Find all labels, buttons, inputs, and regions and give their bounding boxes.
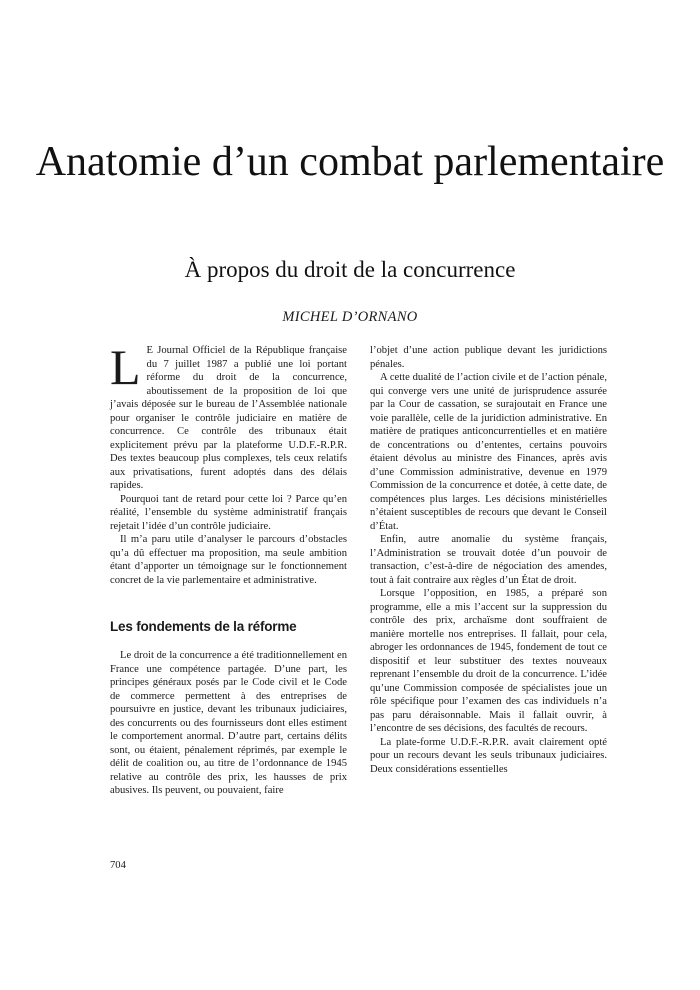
body-paragraph: Le droit de la concurrence a été traditionnellement en France une compétence partagée. D’une part, les principes généraux posés par le Code civil et le Code de commerce permettent à des entreprises de poursuivre en justice, devant les tribunaux judiciaires, des concurrents ou des fournisseurs dont elles estiment le comportement anormal. D’autre part, certains délits sont, ou étaient, pénalement réprimés, par exemple le délit de coalition ou, au titre de l’ordonnance de 1945 relative au contrôle des prix, les hausses de prix abusives. Ils peuvent, ou pouvaient, faire xyxy=(110,650,347,796)
page-number: 704 xyxy=(110,860,126,871)
intro-paragraph-text: E Journal Officiel de la République française du 7 juillet 1987 a publié une loi portant réforme du droit de la concurrence, aboutissement de la proposition de loi que j’avais déposée sur le bureau de l’Assemblée nationale pour organiser le contrôle judiciaire en matière de concurrence. Ce contrôle des tribunaux était explicitement prévu par la plateforme U.D.F.-R.P.R. Des textes beaucoup plus complexes, tels ceux relatifs aux privatisations, furent adoptés dans des délais rapides. xyxy=(110,345,347,491)
body-paragraph: l’objet d’une action publique devant les juridictions pénales. xyxy=(370,345,607,370)
intro-paragraph xyxy=(110,339,347,493)
body-paragraph: Lorsque l’opposition, en 1985, a préparé son programme, elle a mis l’accent sur la suppression du contrôle des prix, archaïsme dont souffraient de manière mortelle nos entreprises. Il fallait, pour cela, abroger les ordonnances de 1945, fondement de tout ce dispositif et leur substituer des textes nouveaux reprenant l’ensemble du droit de la concurrence. L’idée qu’une Commission composée de spécialistes joue un rôle spécifique pour l’examen des cas individuels n’a pas paru déraisonnable. Mais il fallait ouvrir, à l’encontre de ses décisions, des facultés de recours. xyxy=(370,588,607,734)
right-column xyxy=(370,344,607,776)
article-title: Anatomie d’un combat parlementaire xyxy=(35,139,665,185)
body-paragraph: Enfin, autre anomalie du système français, l’Administration se trouvait dotée d’un pouvoir de transaction, c’est-à-dire de négociation des amendes, tout à fait contraire aux règles d’un État de droit. xyxy=(370,534,607,586)
section-heading: Les fondements de la réforme xyxy=(110,619,297,634)
drop-cap: L xyxy=(110,339,141,395)
body-paragraph: La plate-forme U.D.F.-R.P.R. avait clairement opté pour un recours devant les seuls tribunaux judiciaires. Deux considérations essentielles xyxy=(370,736,607,775)
left-column xyxy=(110,339,347,798)
body-paragraph: Pourquoi tant de retard pour cette loi ? Parce qu’en réalité, l’ensemble du système administratif français rejetait l’idée d’un contrôle judiciaire. xyxy=(110,493,347,532)
article-subtitle: À propos du droit de la concurrence xyxy=(184,257,516,282)
article-author: MICHEL D’ORNANO xyxy=(282,309,418,325)
body-paragraph: Il m’a paru utile d’analyser le parcours d’obstacles qu’a dû effectuer ma proposition, ma seule ambition étant d’apporter un témoignage sur le fonctionnement concret de la vie parlementaire et administrative. xyxy=(110,534,347,586)
body-paragraph: A cette dualité de l’action civile et de l’action pénale, qui converge vers une unité de jurisprudence assurée par la Cour de cassation, se surajoutait en France une voie parallèle, celle de la juridiction administrative. En matière de pratiques anticoncurrentielles et en matière de concentrations ou d’ententes, certains pouvoirs étaient dévolus au ministre des Finances, après avis d’une Commission administrative, devenue en 1979 Commission de la concurrence et dotée, à cette date, de compétences plus larges. Les décisions ministérielles n’étaient susceptibles de recours que devant le Conseil d’État. xyxy=(370,372,607,532)
